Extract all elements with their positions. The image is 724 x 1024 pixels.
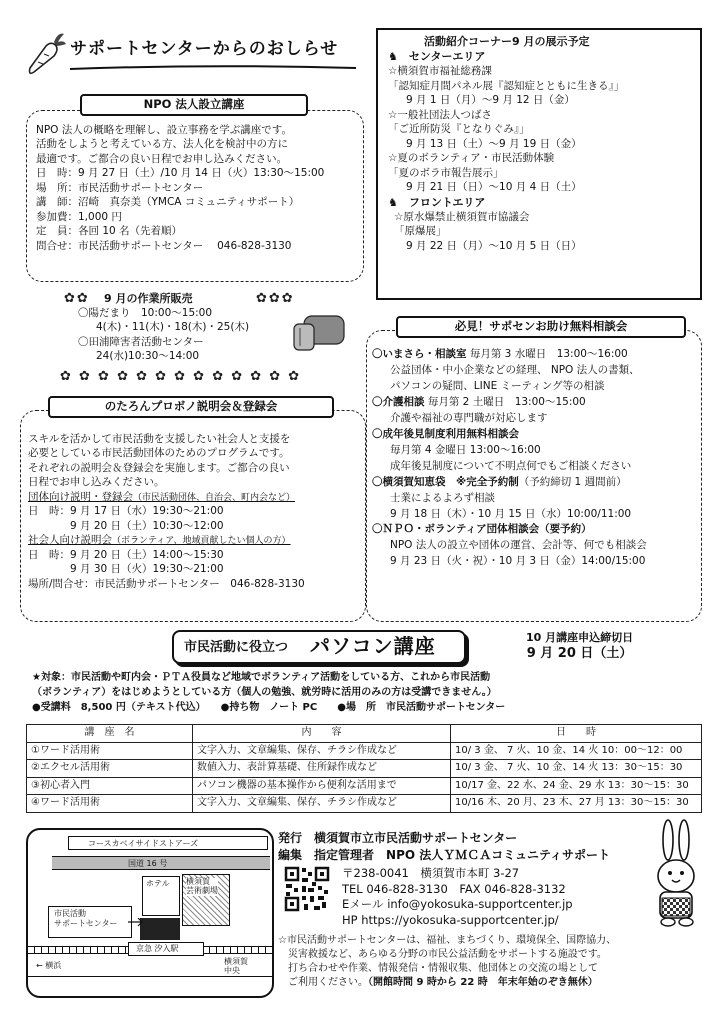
issuer-label: 発行 <box>278 831 303 845</box>
table-cell: ③初心者入門 <box>27 777 193 795</box>
map-left-label: ← 横浜 <box>36 961 62 970</box>
page-title: サポートセンターからのおしらせ <box>70 39 339 59</box>
exhibit-name: 「ご近所防災『となりぐみ』」 <box>388 123 530 136</box>
pc-title-big: パソコン講座 <box>310 634 436 658</box>
phone-fax: TEL 046-828-3130 FAX 046-828-3132 <box>342 881 566 896</box>
pc-title-small: 市民活動に役立つ <box>184 640 289 655</box>
npo-line: 日 時：9 月 27 日（土）/10 月 14 日（火）13:30～15:00 <box>36 167 325 180</box>
table-row <box>27 742 702 760</box>
map-hotel-label: ホテル <box>146 879 170 888</box>
footer-note <box>278 934 616 990</box>
pc-deadline <box>526 630 633 663</box>
workshop-line: 4(木)・11(木)・18(木)・25(木) <box>96 321 250 334</box>
exhibition-title: 活動紹介コーナー9 月の展示予定 <box>424 35 590 48</box>
pc-target-line: ★対象：市民活動や町内会・ＰＴＡ役員など地域でボランティア活動をしている方、これから市民活動 <box>32 672 491 683</box>
npo-line: 講 師：沼崎 真奈美（YMCA コミュニティサポート） <box>36 196 300 209</box>
pc-title-box <box>172 630 466 664</box>
table-row <box>27 795 702 813</box>
note-line: 打ち合わせや作業、情報発信・情報収集、他団体との交流の場として <box>288 963 598 974</box>
npo-line: NPO 法人の概略を理解し、設立事務を学ぶ講座です。 <box>36 124 292 136</box>
probono-adult-note: （ボランティア、地域貢献したい個人の方） <box>112 536 291 547</box>
editor: 指定管理者 NPO 法人ＹＭＣＡコミュニティサポート <box>314 847 611 862</box>
probono-contact: 場所/問合せ：市民活動サポートセンター 046-828-3130 <box>28 577 305 590</box>
probono-group-note: （市民活動団体、自治会、町内会など） <box>133 492 296 503</box>
note-line: ☆市民活動サポートセンターは、福祉、まちづくり、環境保全、国際協力、 <box>278 935 617 946</box>
npo-line: 定 員：各回 10 名（先着順） <box>36 225 183 238</box>
consult-line: 介護や福祉の専門職が対応します <box>390 411 548 424</box>
exhibit-date: 9 月 1 日（月）～9 月 12 日（金） <box>406 94 575 107</box>
consult-head: 〇横須賀知恵袋 ※完全予約制 <box>372 475 519 488</box>
npo-course-body <box>36 123 358 253</box>
footer-contact <box>342 866 573 929</box>
workshop-line: 〇田浦障害者活動センター <box>78 335 204 348</box>
exhibit-name: 「原爆展」 <box>394 225 447 238</box>
probono-date: 9 月 30 日（火）19:30～21:00 <box>70 563 224 576</box>
map-route16-label: 国道 16 号 <box>128 859 168 868</box>
consult-tail: 毎月第 2 土曜日 13:00～15:00 <box>424 395 586 408</box>
probono-title: のたろんプロボノ説明会＆登録会 <box>48 396 334 418</box>
center-area-label: センターエリア <box>408 50 486 64</box>
npo-line: 場 所：市民活動サポートセンター <box>36 181 204 194</box>
exhibit-date: 9 月 21 日（日）～10 月 4 日（土） <box>406 181 582 194</box>
npo-line: 問合せ：市民活動サポートセンター 046-828-3130 <box>36 239 292 252</box>
consult-title: 必見！サポセンお助け無料相談会 <box>396 316 686 338</box>
pc-course-table <box>26 724 702 813</box>
pc-target-line: （ボランティア）をはじめようとしている方（個人の勉強、就労時に活用のみの方は受講できません。） <box>32 687 497 698</box>
map-bottom-road <box>28 976 274 982</box>
clover-icon: ✿✿ <box>64 291 90 306</box>
map-center-marker <box>140 918 180 940</box>
consult-body <box>372 347 700 570</box>
email-link[interactable]: Eメール info@yokosuka-supportcenter.jp <box>342 897 573 912</box>
exhibit-date: 9 月 22 日（月）～10 月 5 日（日） <box>406 239 582 252</box>
rabbit-icon: ♞ <box>388 195 398 209</box>
consult-tail: （予約締切 1 週間前） <box>518 475 627 488</box>
probono-intro: それぞれの説明会＆登録会を実施します。ご都合の良い <box>28 461 290 474</box>
workshop-line: 24(水)10:30～14:00 <box>96 350 200 363</box>
table-row <box>27 760 702 778</box>
note-line: ご利用ください。 <box>288 977 368 988</box>
npo-line: 活動をしようと考えている方、法人化を検討中の方に <box>36 138 288 151</box>
table-cell: 数値入力、表計算基礎、住所録作成など <box>193 760 451 778</box>
consult-line: パソコンの疑問、LINE ミーティング等の相談 <box>390 379 605 392</box>
consult-line: 9 月 18 日（木）・10 月 15 日（水）10:00/11:00 <box>390 507 632 520</box>
probono-date: 日 時：9 月 20 日（土）14:00～15:30 <box>28 548 224 561</box>
npo-line: 最適です。ご都合の良い日程でお申し込みください。 <box>36 152 288 165</box>
table-cell: ①ワード活用術 <box>27 742 193 760</box>
exhibit-org: ☆夏のボランティア・市民活動体験 <box>388 152 555 165</box>
consult-line: 公益団体・中小企業などの経理、 NPO 法人の書類、 <box>390 363 640 376</box>
clover-icon: ✿✿✿ <box>256 291 295 306</box>
map-road-top-label: コースカベイサイドストアーズ <box>88 839 199 848</box>
map-pointer-arrow <box>128 918 144 928</box>
access-map <box>26 828 274 998</box>
pc-fee: ●受講料 8,500 円（テキスト代込） <box>32 702 201 713</box>
consult-tail: 毎月第 3 水曜日 13:00～16:00 <box>466 348 628 360</box>
table-row <box>27 777 702 795</box>
map-theater-label: 横須賀 芸術劇場 <box>186 877 218 895</box>
consult-head: 〇成年後見制度利用無料相談会 <box>372 427 519 440</box>
npo-line: 参加費：1,000 円 <box>36 210 122 223</box>
exhibit-org: ☆横須賀市福祉総務課 <box>388 65 492 78</box>
map-right-label: 横須賀 中央 <box>224 957 248 975</box>
exhibit-org: ☆一般社団法人つばさ <box>388 108 492 121</box>
issuer: 横須賀市立市民活動サポートセンター <box>314 831 518 845</box>
consult-head: 〇いまさら・相談室 <box>372 348 467 360</box>
title-underline <box>68 64 358 72</box>
carrot-icon <box>24 30 68 76</box>
probono-intro: スキルを活かして市民活動を支援したい社会人と支援を <box>28 433 291 445</box>
exhibit-name: 「認知症月間パネル展『認知症とともに生きる』」 <box>388 79 625 92</box>
table-cell: 10/16 木、20 月、23 木、27 月 13：30～15：30 <box>451 795 702 813</box>
probono-group-head: 団体向け説明・登録会 <box>28 490 133 503</box>
header <box>18 30 358 76</box>
consult-head: 〇ＮＰＯ・ボランティア団体相談会（要予約） <box>372 523 592 536</box>
consult-line: 成年後見制度について不明点何でもご相談ください <box>390 459 632 472</box>
front-area-label: フロントエリア <box>408 195 486 209</box>
opening-hours: （開館時間 9 時から 22 時 年末年始のぞき無休） <box>368 977 598 988</box>
note-line: 災害救援など、あらゆる分野の市民公益活動をサポートする施設です。 <box>288 949 607 960</box>
table-header-row <box>27 725 702 743</box>
consult-line: 9 月 23 日（火・祝）・10 月 3 日（金）14:00/15:00 <box>390 555 646 568</box>
pc-bring: ●持ち物 ノート PC <box>220 702 318 713</box>
npo-course-title: NPO 法人設立講座 <box>80 94 308 116</box>
homepage-link[interactable]: HP https://yokosuka-supportcenter.jp/ <box>342 912 559 927</box>
pc-deadline-date: 9 月 20 日（土） <box>526 646 633 662</box>
qr-code-icon <box>284 866 330 912</box>
clover-row-icon: ✿ ✿ ✿ ✿ ✿ ✿ ✿ ✿ ✿ ✿ ✿ ✿ ✿ <box>60 369 302 384</box>
bread-icon <box>290 310 350 354</box>
pc-place: ●場 所 市民活動サポートセンター <box>337 702 506 713</box>
probono-intro: 必要としている市民活動団体のためのプログラムです。 <box>28 447 290 460</box>
map-station-label: 京急 汐入駅 <box>136 944 179 953</box>
rabbit-mascot-icon <box>640 818 710 930</box>
table-cell: 10/ 3 金、 7 火、10 金、14 火 10：00～12：00 <box>451 742 702 760</box>
probono-adult-head: 社会人向け説明会 <box>28 534 112 547</box>
consult-line: 毎月第 4 金曜日 13:00～16:00 <box>390 443 541 456</box>
exhibition-body <box>388 34 698 253</box>
table-cell: 文字入力、文章編集、保存、チラシ作成など <box>193 795 451 813</box>
consult-line: NPO 法人の設立や団体の運営、会計等、何でも相談会 <box>390 539 647 552</box>
table-cell: パソコン機器の基本操作から便利な活用まで <box>193 777 451 795</box>
pc-target <box>32 670 505 715</box>
rabbit-icon: ♞ <box>388 50 398 64</box>
table-cell: 10/ 3 金、 7 火、10 金、14 火 13：30～15：30 <box>451 760 702 778</box>
table-cell: ②エクセル活用術 <box>27 760 193 778</box>
probono-date: 日 時：9 月 17 日（水）19:30～21:00 <box>28 505 224 518</box>
exhibit-name: 「夏のボラ市報告展示」 <box>388 166 504 179</box>
postal-address: 〒238-0041 横須賀市本町 3-27 <box>342 866 520 880</box>
pc-deadline-label: 10 月講座申込締切日 <box>526 631 634 644</box>
exhibit-org: ☆原水爆禁止横須賀市協議会 <box>394 210 530 223</box>
map-center-label: 市民活動 サポートセンター <box>54 909 118 929</box>
workshop-sale-title: 9 月の作業所販売 <box>104 292 193 305</box>
consult-head: 〇介護相談 <box>372 395 425 408</box>
probono-intro: 日程でお申し込みください。 <box>28 476 165 489</box>
table-header: 日 時 <box>451 725 702 743</box>
table-header: 内 容 <box>193 725 451 743</box>
workshop-sale <box>60 290 360 386</box>
table-cell: ④ワード活用術 <box>27 795 193 813</box>
exhibit-date: 9 月 13 日（土）～9 月 19 日（金） <box>406 137 582 150</box>
consult-line: 士業によるよろず相談 <box>390 491 495 504</box>
table-header: 講 座 名 <box>27 725 193 743</box>
table-cell: 文字入力、文章編集、保存、チラシ作成など <box>193 742 451 760</box>
footer-info <box>278 830 698 863</box>
editor-label: 編集 <box>278 847 303 862</box>
probono-body <box>28 432 362 591</box>
probono-date: 9 月 20 日（土）10:30～12:00 <box>70 519 224 532</box>
workshop-line: 〇陽だまり 10:00～15:00 <box>78 307 213 319</box>
table-cell: 10/17 金、22 水、24 金、29 水 13：30～15：30 <box>451 777 702 795</box>
